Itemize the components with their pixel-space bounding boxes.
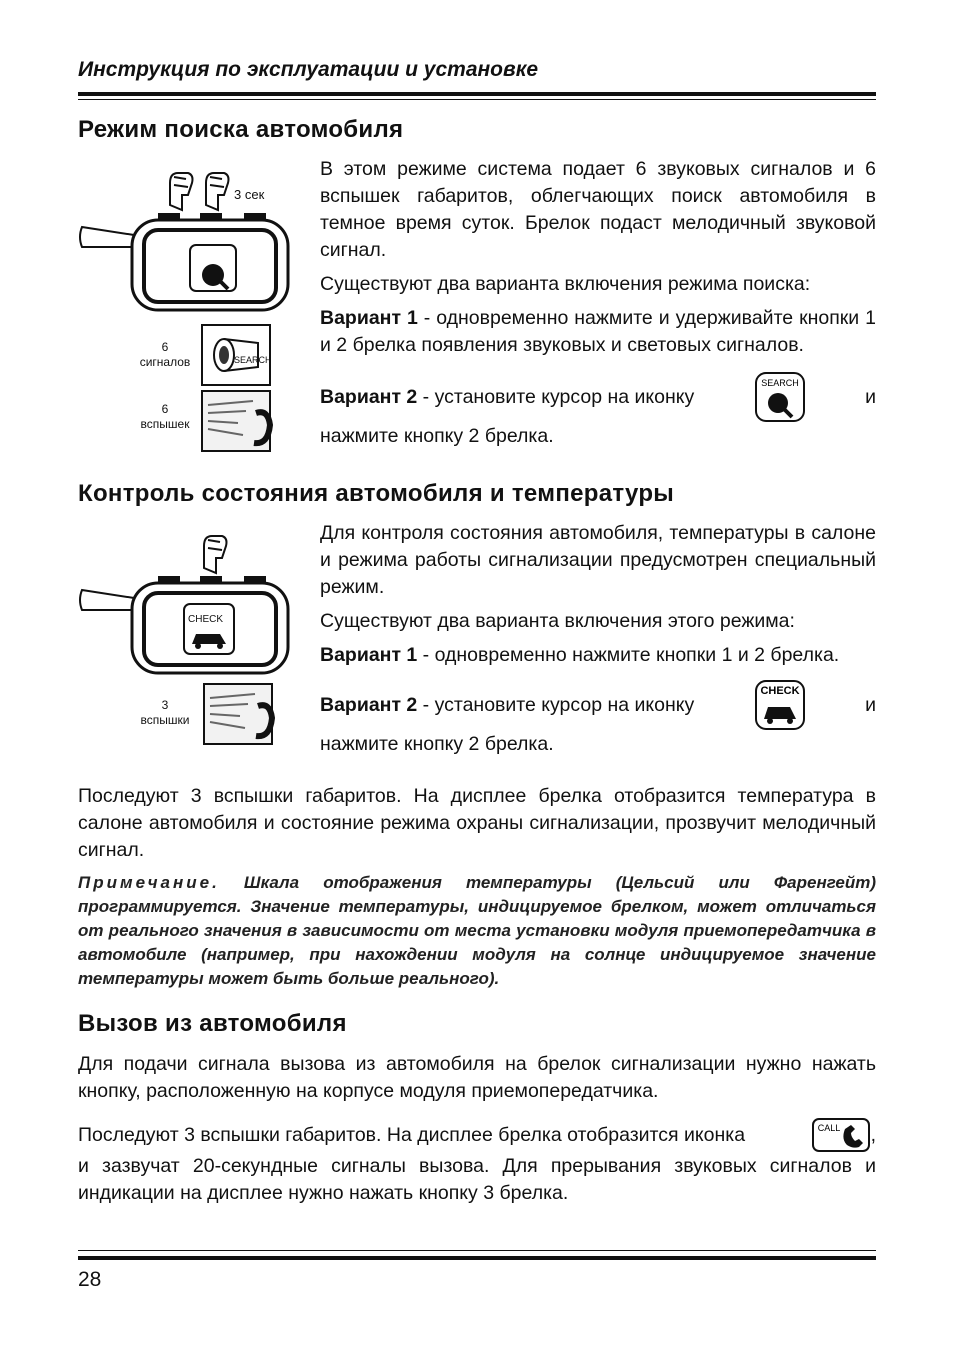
section2-variant2: Вариант 2 - установите курсор на иконку CHECK и — [320, 679, 876, 731]
flash-signals-label: 6 вспышек — [140, 402, 190, 431]
search-icon-label: SEARCH — [234, 355, 272, 365]
press-duration-label: 3 сек — [234, 187, 265, 202]
section1-para1: В этом режиме система подает 6 звуковых сигналов и 6 вспышек габаритов, облегчающих поиск автомобиля в темное время суток. Брелок подаст мелодичный звуковой сигнал. — [320, 158, 876, 261]
section3-text — [78, 1051, 876, 1207]
section3-para2: Последуют 3 вспышки габаритов. На дисплее брелка отобразится иконка CALL , — [78, 1117, 876, 1153]
section1-variant2: Вариант 2 - установите курсор на иконку SEARCH и — [320, 371, 876, 423]
check-icon-label: CHECK — [188, 614, 224, 625]
section1-variant2-continued: нажмите кнопку 2 брелка. — [320, 425, 554, 447]
finger-icon — [170, 173, 193, 210]
section2-text — [320, 520, 876, 758]
section2-para1: Для контроля состояния автомобиля, температуры в салоне и режима работы сигнализации предусмотрен специальный режим. — [320, 522, 876, 598]
section2-after-text: Последуют 3 вспышки габаритов. На дисплее брелка отобразится температура в салоне автомобиля и состояние режима охраны сигнализации, прозвучит мелодичный сигнал. — [78, 785, 876, 861]
section-title-status: Контроль состояния автомобиля и температуры — [78, 480, 675, 507]
section-title-call: Вызов из автомобиля — [78, 1010, 347, 1037]
search-icon — [754, 371, 806, 423]
search-icon-text: SEARCH — [760, 378, 799, 388]
note-block — [78, 871, 876, 991]
section2-para2: Существуют два варианта включения этого режима: — [320, 610, 795, 632]
section-title-search: Режим поиска автомобиля — [78, 116, 404, 143]
section1-variant1: Вариант 1 - одновременно нажмите и удерживайте кнопки 1 и 2 брелка появления звуковых и световых сигналов. — [320, 307, 877, 356]
section1-para2: Существуют два варианта включения режима поиска: — [320, 273, 811, 295]
flash-signals-label: 3 вспышки — [140, 698, 190, 727]
call-icon — [811, 1117, 871, 1153]
section1-text — [320, 156, 876, 450]
finger-icon — [206, 173, 229, 210]
finger-icon — [204, 536, 227, 573]
page-number: 28 — [78, 1268, 102, 1291]
section2-variant1: Вариант 1 - одновременно нажмите кнопки 1 и 2 брелка. — [320, 644, 840, 666]
section2-variant2-continued: нажмите кнопку 2 брелка. — [320, 733, 554, 755]
section3-para1: Для подачи сигнала вызова из автомобиля на брелок сигнализации нужно нажать кнопку, расположенную на корпусе модуля приемопередатчика. — [78, 1053, 876, 1102]
note-text: Шкала отображения температуры (Цельсий или Фаренгейт) программируется. Значение температуры, индицируемое брелком, может отличаться от реального значения в зависимости от места установки модуля приемопередатчика в автомобиле (например, при нахождении модуля на солнце индицируемое значение температуры может быть больше реального). — [78, 873, 876, 988]
call-icon-text: CALL — [817, 1123, 840, 1133]
figure-status-mode — [78, 528, 308, 750]
header-rule-thick — [78, 92, 876, 96]
figure-search-mode — [78, 165, 308, 455]
running-header: Инструкция по эксплуатации и установке — [78, 58, 539, 81]
footer-rule-thin — [78, 1250, 876, 1251]
section3-para2-continued: и зазвучат 20-секундные сигналы вызова. Для прерывания звуковых сигналов и индикации на дисплее нужно нажать кнопку 3 брелка. — [78, 1155, 876, 1204]
check-icon — [754, 679, 806, 731]
sound-signals-label: 6 сигналов — [139, 340, 191, 369]
header-rule-thin — [78, 99, 876, 100]
footer-rule-thick — [78, 1256, 876, 1260]
note-label: Примечание. — [78, 873, 220, 892]
check-icon-text: CHECK — [760, 685, 800, 697]
